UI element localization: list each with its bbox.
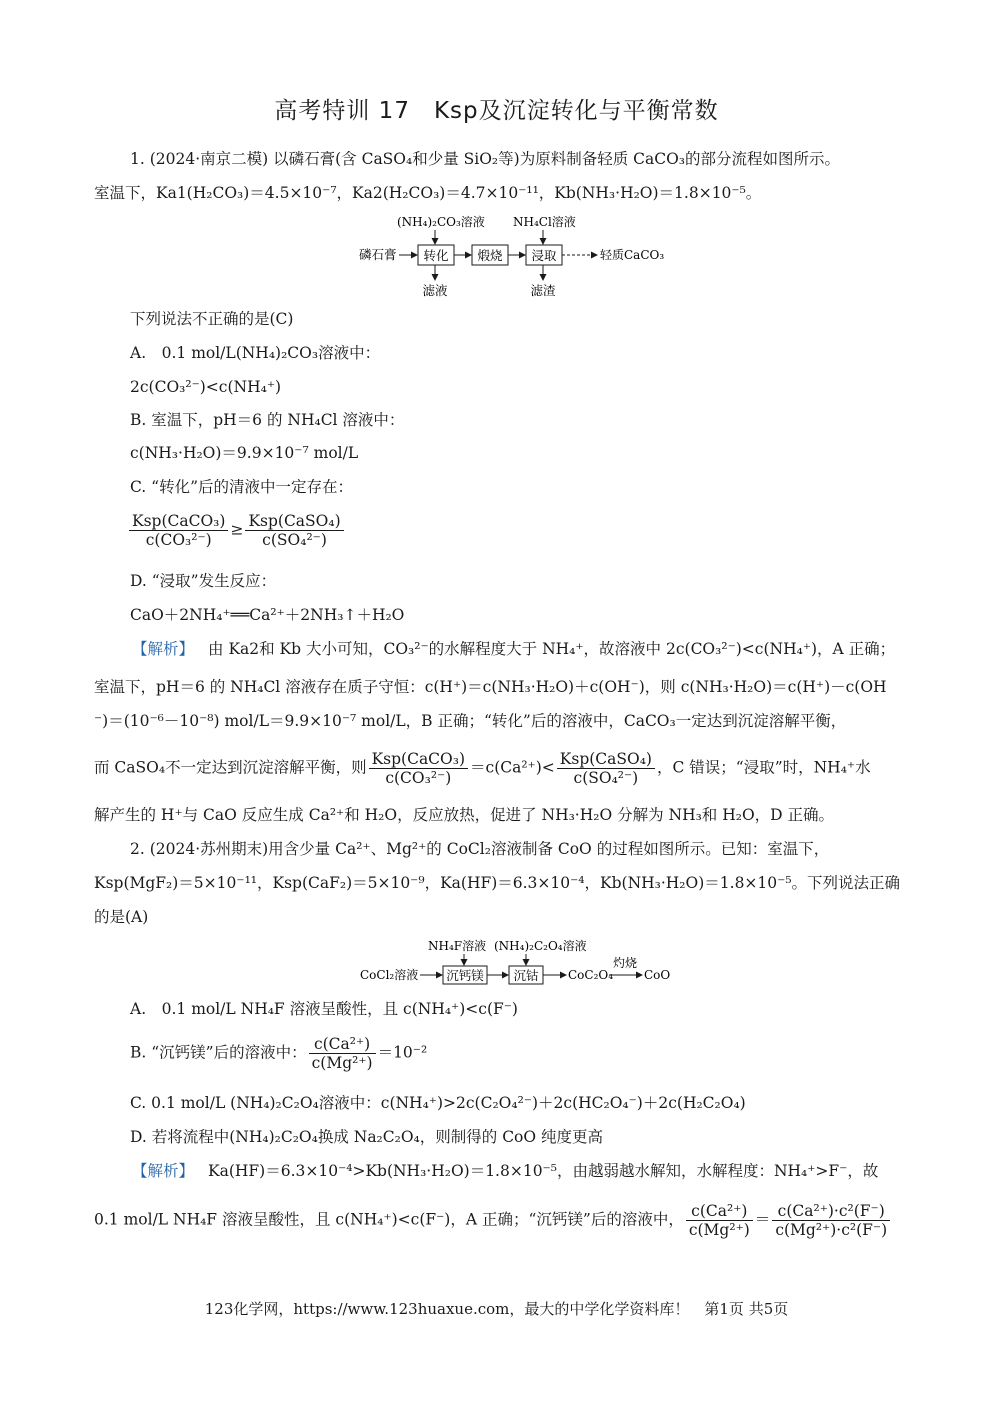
q2-stem-line-1: 2. (2024·苏州期末)用含少量 Ca²⁺、Mg²⁺的 CoCl₂溶液制备 CoO 的过程如图所示。已知：室温下， [130,840,830,858]
denominator: c(CO₃²⁻) [145,531,212,549]
analysis-text: Ka(HF)＝6.3×10⁻⁴>Kb(NH₃·H₂O)＝1.8×10⁻⁵，由越弱越水解知，水解程度：NH₄⁺>F⁻，故 [208,1162,879,1180]
numerator: Ksp(CaSO₄) [245,512,343,531]
denominator: c(Mg²⁺) [688,1221,750,1239]
q1-option-d-line-2: CaO＋2NH₄⁺══Ca²⁺＋2NH₃↑＋H₂O [130,606,405,624]
q2-option-d: D. 若将流程中(NH₄)₂C₂O₄换成 Na₂C₂O₄，则制得的 CoO 纯度更高 [130,1128,604,1146]
numerator: Ksp(CaCO₃) [369,750,468,769]
q1-flow-box-1-label: 转化 [423,248,449,263]
page-title: 高考特训 17 Ksp及沉淀转化与平衡常数 [274,98,719,124]
denominator: c(Mg²⁺)·c²(F⁻) [775,1221,888,1239]
q2-flow-top-label-2: (NH₄)₂C₂O₄溶液 [494,939,587,953]
q1-analysis-line-1 [132,638,895,660]
q2-stem-line-2: Ksp(MgF₂)＝5×10⁻¹¹，Ksp(CaF₂)＝5×10⁻⁹，Ka(HF)＝6.3×10⁻⁴，Kb(NH₃·H₂O)＝1.8×10⁻⁵。下列说法正确 [94,874,901,892]
q1-analysis-line-3: ⁻)＝(10⁻⁶－10⁻⁸) mol/L＝9.9×10⁻⁷ mol/L，B 正确；“转化”后的溶液中，CaCO₃一定达到沉淀溶解平衡， [94,712,847,730]
numerator: Ksp(CaCO₃) [129,512,228,531]
q2-flow-input: CoCl₂溶液 [360,968,419,982]
analysis-text: 而 CaSO₄不一定达到沉淀溶解平衡，则 [94,758,367,777]
fraction [245,512,343,549]
analysis-text: ＝c(Ca²⁺)< [470,758,555,777]
q2-flow-top-label-1: NH₄F溶液 [428,939,487,953]
q1-option-c-formula [127,512,346,549]
q2-option-a: A. 0.1 mol/L NH₄F 溶液呈酸性，且 c(NH₄⁺)<c(F⁻) [130,1000,518,1018]
q1-stem-line-2: 室温下，Ka1(H₂CO₃)＝4.5×10⁻⁷，Ka2(H₂CO₃)＝4.7×10⁻¹¹，Kb(NH₃·H₂O)＝1.8×10⁻⁵。 [94,184,762,202]
q1-option-a-line-2: 2c(CO₃²⁻)<c(NH₄⁺) [130,378,282,396]
analysis-text: 0.1 mol/L NH₄F 溶液呈酸性，且 c(NH₄⁺)<c(F⁻)，A 正确；“沉钙镁”后的溶液中， [94,1210,684,1229]
q2-analysis-line-1 [132,1160,878,1182]
q2-flow-diagram [356,934,676,990]
denominator: c(SO₄²⁻) [573,769,639,787]
q1-analysis-line-4 [94,750,871,787]
q1-flow-diagram [355,208,675,300]
fraction [557,750,655,787]
numerator: Ksp(CaSO₄) [557,750,655,769]
fraction [772,1202,890,1239]
q1-analysis-line-5: 解产生的 H⁺与 CaO 反应生成 Ca²⁺和 H₂O，反应放热，促进了 NH₃·H₂O 分解为 NH₃和 H₂O，D 正确。 [94,806,835,824]
q2-flow-box-1-label: 沉钙镁 [446,968,484,983]
q2-flow-arrow-label: 灼烧 [612,956,638,970]
fraction [129,512,228,549]
page-footer: 123化学网，https://www.123huaxue.com，最大的中学化学资料库！ 第1页 共5页 [204,1300,789,1318]
fraction [309,1035,376,1072]
q1-flow-box-2-label: 煅烧 [477,248,503,263]
q1-flow-output: 轻质CaCO₃ [600,248,665,262]
analysis-tag: 【解析】 [132,1162,195,1180]
q1-flow-top-label-1: (NH₄)₂CO₃溶液 [397,215,485,229]
q1-flow-bottom-label-1: 滤液 [422,283,448,298]
q1-flow-top-label-3: NH₄Cl溶液 [513,215,576,229]
q1-option-d-line-1: D. “浸取”发生反应： [130,572,277,590]
q2-flow-box-2-label: 沉钴 [513,968,539,983]
analysis-text: 由 Ka2和 Kb 大小可知，CO₃²⁻的水解程度大于 NH₄⁺，故溶液中 2c(CO₃²⁻)<c(NH₄⁺)，A 正确； [208,640,896,658]
numerator: c(Ca²⁺) [686,1202,753,1221]
q1-option-c-line-1: C. “转化”后的清液中一定存在： [130,478,354,496]
option-text: ＝10⁻² [377,1043,428,1062]
q1-flow-box-3-label: 浸取 [531,248,557,263]
q1-flow-input: 磷石膏 [359,247,397,262]
analysis-tag: 【解析】 [132,640,195,658]
denominator: c(SO₄²⁻) [262,531,327,549]
q1-analysis-line-2: 室温下，pH＝6 的 NH₄Cl 溶液存在质子守恒：c(H⁺)＝c(NH₃·H₂O)＋c(OH⁻)，则 c(NH₃·H₂O)＝c(H⁺)－c(OH [94,678,887,696]
numerator: c(Ca²⁺) [309,1035,376,1054]
q2-flow-mid-product: CoC₂O₄ [568,968,614,982]
q1-stem-line-1: 1. (2024·南京二模) 以磷石膏(含 CaSO₄和少量 SiO₂等)为原料制备轻质 CaCO₃的部分流程如图所示。 [130,150,841,168]
fraction [369,750,468,787]
fraction [686,1202,753,1239]
q1-option-b-line-1: B. 室温下，pH＝6 的 NH₄Cl 溶液中： [130,411,405,429]
q1-option-a-line-1: A. 0.1 mol/L(NH₄)₂CO₃溶液中： [130,344,381,362]
analysis-text: ，C 错误；“浸取”时，NH₄⁺水 [656,758,871,777]
q1-prompt: 下列说法不正确的是(C) [130,310,294,328]
numerator: c(Ca²⁺)·c²(F⁻) [772,1202,890,1221]
q1-flow-bottom-label-3: 滤渣 [530,283,556,298]
q2-analysis-line-2 [94,1202,892,1239]
option-text: B. “沉钙镁”后的溶液中： [130,1043,307,1062]
q2-option-b [130,1035,427,1072]
q2-stem-line-3: 的是(A) [94,908,149,926]
q2-option-c: C. 0.1 mol/L (NH₄)₂C₂O₄溶液中：c(NH₄⁺)>2c(C₂O₄²⁻)＋2c(HC₂O₄⁻)＋2c(H₂C₂O₄) [130,1094,746,1112]
q1-option-b-line-2: c(NH₃·H₂O)＝9.9×10⁻⁷ mol/L [130,444,359,462]
q2-flow-output: CoO [644,968,671,982]
denominator: c(CO₃²⁻) [385,769,452,787]
equals-sign: ＝ [754,1210,771,1229]
denominator: c(Mg²⁺) [311,1054,373,1072]
relation-symbol: ≥ [230,520,244,539]
